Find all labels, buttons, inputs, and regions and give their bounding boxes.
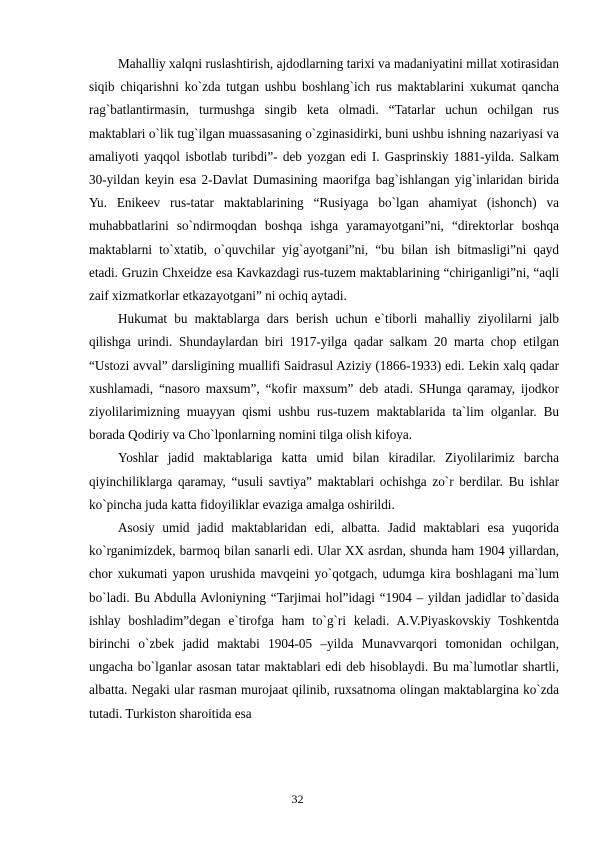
body-text: [89, 52, 559, 725]
page-number: 32: [291, 792, 304, 806]
paragraph-4: Asosiy umid jadid maktablaridan edi, albatta. Jadid maktablari esa yuqorida ko`rganimizdek, barmoq bilan sanarli edi. Ular XX asrdan, shunda ham 1904 yillardan, chor xukumati yapon urushida mavqeini yo`qotgach, udumga kira boshlagani ma`lum bo`ladi. Bu Abdulla Avloniyning “Tarjimai hol”idagi “1904 – yildan jadidlar to`dasida ishlay boshladim”degan e`tirofga ham to`g`ri keladi. A.V.Piyaskovskiy Toshkentda birinchi o`zbek jadid maktabi 1904-05 –yilda Munavvarqori tomonidan ochilgan, ungacha bo`lganlar asosan tatar maktablari edi deb hisoblaydi. Bu ma`lumotlar shartli, albatta. Negaki ular rasman murojaat qilinib, ruxsatnoma olingan maktablargina ko`zda tutadi. Turkiston sharoitida esa: [89, 520, 559, 721]
paragraph-1: Mahalliy xalqni ruslashtirish, ajdodlarning tarixi va madaniyatini millat xotirasidan siqib chiqarishni ko`zda tutgan ushbu boshlang`ich rus maktablarini xukumat qancha rag`batlantirmasin, turmushga singib keta olmadi. “Tatarlar uchun ochilgan rus maktablari o`lik tug`ilgan muassasaning o`zginasidirki, buni ushbu ishning nazariyasi va amaliyoti yaqqol isbotlab turibdi”- deb yozgan edi I. Gasprinskiy 1881-yilda. Salkam 30-yildan keyin esa 2-Davlat Dumasining maorifga bag`ishlangan yig`inlaridan birida Yu. Enikeev rus-tatar maktablarining “Rusiyaga bo`lgan ahamiyat (ishonch) va muhabbatlarini so`ndirmoqdan boshqa ishga yaramayotgani”ni, “direktorlar boshqa maktablarni to`xtatib, o`quvchilar yig`ayotgani”ni, “bu bilan ish bitmasligi”ni qayd etadi. Gruzin Chxeidze esa Kavkazdagi rus-tuzem maktablarining “chiriganligi”ni, “aqli zaif xizmatkorlar etkazayotgani” ni ochiq aytadi.: [89, 56, 559, 304]
paragraph-2: Hukumat bu maktablarga dars berish uchun e`tiborli mahalliy ziyolilarni jalb qilishga urindi. Shundaylardan biri 1917-yilga qadar salkam 20 marta chop etilgan “Ustozi avval” darsligining muallifi Saidrasul Aziziy (1866-1933) edi. Lekin xalq qadar xushlamadi, “nasoro maxsum”, “kofir maxsum” deb atadi. SHunga qaramay, ijodkor ziyolilarimizning muayyan qismi ushbu rus-tuzem maktablarida ta`lim olganlar. Bu borada Qodiriy va Cho`lponlarning nomini tilga olish kifoya.: [89, 311, 559, 443]
paragraph-3: Yoshlar jadid maktablariga katta umid bilan kiradilar. Ziyolilarimiz barcha qiyinchiliklarga qaramay, “usuli savtiya” maktablari ochishga zo`r berdilar. Bu ishlar ko`pincha juda katta fidoyiliklar evaziga amalga oshirildi.: [89, 450, 559, 512]
